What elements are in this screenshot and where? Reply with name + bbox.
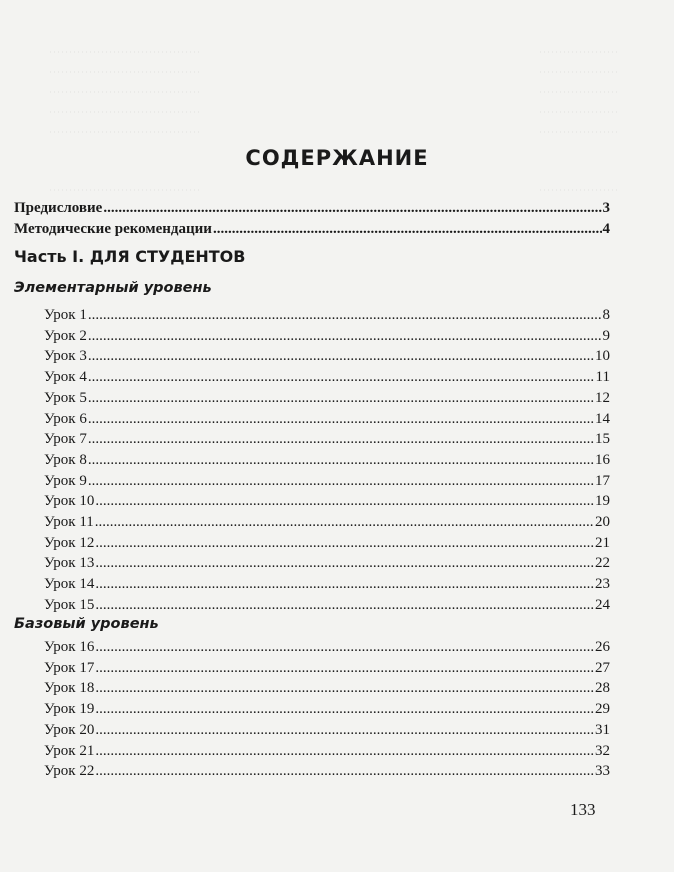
toc-lesson-entry [44,367,610,387]
toc-lesson-label: Урок 22 [44,763,95,780]
toc-lesson-entry [44,533,610,553]
toc-dot-leader [95,491,594,511]
toc-lesson-label: Урок 20 [44,721,95,738]
toc-dot-leader [88,429,594,449]
toc-lesson-page: 10 [595,348,610,365]
toc-lesson-page: 33 [595,763,610,780]
toc-lesson-entry [44,326,610,346]
section-heading: Элементарный уровень [14,280,212,296]
toc-lesson-label: Урок 14 [44,576,95,593]
toc-lesson-label: Урок 10 [44,493,95,510]
toc-lesson-label: Урок 7 [44,431,87,448]
toc-lesson-page: 19 [595,493,610,510]
toc-lesson-page: 22 [595,555,610,572]
toc-dot-leader [95,761,594,781]
toc-lesson-label: Урок 8 [44,451,87,468]
toc-lesson-label: Урок 5 [44,389,87,406]
toc-lesson-page: 26 [595,639,610,655]
page-title: СОДЕРЖАНИЕ [245,146,429,170]
toc-entry-methodology [14,219,610,239]
toc-dot-leader [88,450,594,470]
toc-lesson-label: Урок 4 [44,369,87,386]
toc-lesson-entry [44,699,610,719]
toc-lesson-label: Урок 6 [44,410,87,427]
toc-lesson-label: Урок 21 [44,742,95,759]
toc-lesson-entry [44,678,610,698]
toc-lesson-entry [44,553,610,573]
toc-dot-leader [95,533,594,553]
toc-lesson-entry [44,388,610,408]
toc-dot-leader [88,346,594,366]
toc-lesson-entry [44,512,610,532]
toc-lesson-entry [44,346,610,366]
toc-lesson-entry [44,761,610,781]
toc-lesson-label: Урок 19 [44,701,95,718]
toc-lesson-entry [44,637,610,657]
toc-dot-leader [95,720,594,740]
toc-lesson-entry [44,658,610,678]
toc-dot-leader [213,219,602,239]
toc-lesson-page: 31 [595,721,610,738]
toc-entry-label: Предисловие [14,200,103,216]
toc-lesson-entry [44,450,610,470]
toc-dot-leader [88,367,595,387]
toc-lesson-entry [44,595,610,615]
toc-dot-leader [95,637,594,657]
toc-lesson-page: 15 [595,431,610,448]
toc-entry-page: 3 [602,200,610,216]
toc-lesson-page: 14 [595,410,610,427]
toc-lesson-page: 23 [595,576,610,593]
part-heading: Часть I. ДЛЯ СТУДЕНТОВ [14,247,246,266]
toc-dot-leader [95,658,594,678]
toc-entry-preface [14,198,610,218]
toc-dot-leader [95,512,594,532]
toc-lesson-page: 24 [595,596,610,613]
toc-lesson-entry [44,471,610,491]
toc-lesson-page: 16 [595,451,610,468]
toc-lesson-label: Урок 3 [44,348,87,365]
toc-lesson-label: Урок 13 [44,555,95,572]
toc-dot-leader [95,574,594,594]
toc-lesson-label: Урок 15 [44,596,95,613]
toc-dot-leader [88,409,594,429]
toc-lesson-label: Урок 9 [44,472,87,489]
toc-dot-leader [103,198,601,218]
toc-entry-page: 4 [602,221,610,237]
page-number: 133 [570,800,596,819]
toc-dot-leader [95,741,594,761]
toc-lesson-page: 11 [595,369,610,386]
toc-dot-leader [95,595,594,615]
toc-lesson-page: 8 [602,307,610,323]
toc-lesson-entry [44,429,610,449]
toc-lesson-page: 28 [595,680,610,697]
toc-lesson-page: 12 [595,389,610,406]
toc-dot-leader [88,471,594,491]
toc-lesson-entry [44,720,610,740]
toc-lesson-page: 17 [595,472,610,489]
toc-lesson-label: Урок 17 [44,659,95,676]
toc-lesson-page: 27 [595,659,610,676]
toc-lesson-entry [44,409,610,429]
toc-lesson-page: 21 [595,534,610,551]
toc-lesson-label: Урок 18 [44,680,95,697]
toc-lesson-entry [44,574,610,594]
toc-lesson-page: 29 [595,701,610,718]
toc-lesson-page: 32 [595,742,610,759]
toc-lesson-label: Урок 1 [44,307,87,323]
toc-lesson-entry [44,741,610,761]
toc-lesson-label: Урок 2 [44,327,87,344]
section-heading: Базовый уровень [14,616,159,632]
toc-lesson-label: Урок 12 [44,534,95,551]
toc-dot-leader [95,699,594,719]
toc-entry-label: Методические рекомендации [14,221,212,237]
toc-lesson-page: 20 [595,514,610,530]
toc-lesson-entry [44,305,610,325]
toc-dot-leader [95,553,594,573]
toc-lesson-label: Урок 11 [44,514,94,530]
toc-dot-leader [88,388,594,408]
toc-lesson-page: 9 [602,327,610,344]
toc-lesson-entry [44,491,610,511]
toc-dot-leader [88,305,602,325]
toc-dot-leader [95,678,594,698]
toc-lesson-label: Урок 16 [44,639,95,655]
toc-dot-leader [88,326,602,346]
